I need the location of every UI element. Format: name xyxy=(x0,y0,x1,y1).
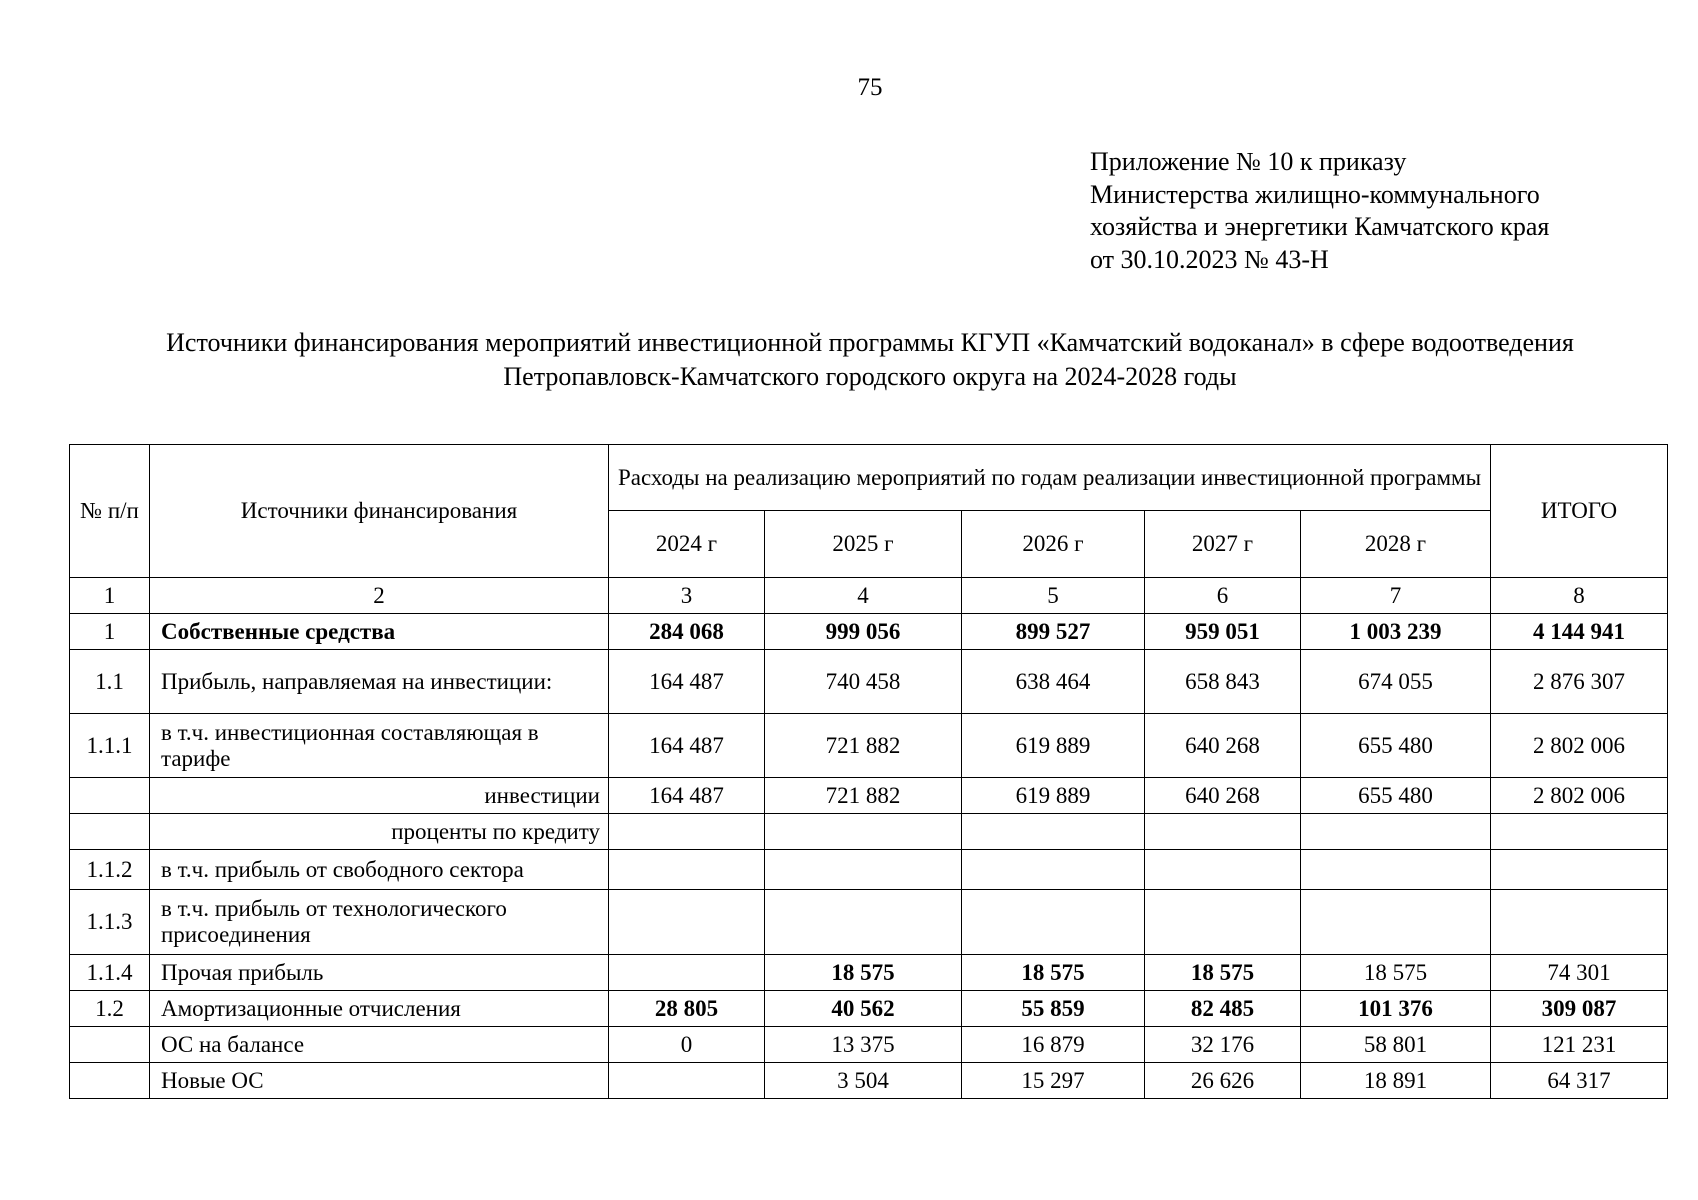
row-value xyxy=(1145,814,1301,850)
row-value xyxy=(609,1063,765,1099)
row-value: 721 882 xyxy=(765,778,962,814)
appendix-reference xyxy=(1090,146,1549,276)
column-number: 8 xyxy=(1491,578,1668,614)
row-value xyxy=(765,814,962,850)
row-value: 674 055 xyxy=(1301,650,1491,714)
table-row xyxy=(70,714,1668,778)
row-num: 1.2 xyxy=(70,991,150,1027)
row-value xyxy=(765,850,962,890)
row-name: в т.ч. инвестиционная составляющая в тарифе xyxy=(150,714,609,778)
row-value xyxy=(1491,890,1668,955)
header-year: 2026 г xyxy=(962,511,1145,578)
table-row xyxy=(70,890,1668,955)
row-value: 82 485 xyxy=(1145,991,1301,1027)
row-value: 2 802 006 xyxy=(1491,778,1668,814)
row-value xyxy=(962,890,1145,955)
row-value: 2 802 006 xyxy=(1491,714,1668,778)
row-value: 13 375 xyxy=(765,1027,962,1063)
row-value: 655 480 xyxy=(1301,778,1491,814)
row-name: Прибыль, направляемая на инвестиции: xyxy=(150,650,609,714)
row-value: 638 464 xyxy=(962,650,1145,714)
table-row xyxy=(70,1063,1668,1099)
row-value: 74 301 xyxy=(1491,955,1668,991)
row-value: 4 144 941 xyxy=(1491,614,1668,650)
row-value: 58 801 xyxy=(1301,1027,1491,1063)
column-number-row xyxy=(70,578,1668,614)
header-year: 2027 г xyxy=(1145,511,1301,578)
row-value: 640 268 xyxy=(1145,714,1301,778)
header-source: Источники финансирования xyxy=(150,445,609,578)
row-value: 740 458 xyxy=(765,650,962,714)
row-value: 309 087 xyxy=(1491,991,1668,1027)
row-value: 32 176 xyxy=(1145,1027,1301,1063)
row-value xyxy=(1301,890,1491,955)
row-num: 1.1.4 xyxy=(70,955,150,991)
row-value: 164 487 xyxy=(609,714,765,778)
row-value: 18 575 xyxy=(765,955,962,991)
row-value xyxy=(1491,814,1668,850)
row-value: 15 297 xyxy=(962,1063,1145,1099)
table-row xyxy=(70,991,1668,1027)
header-expenses: Расходы на реализацию мероприятий по годам реализации инвестиционной программы xyxy=(609,445,1491,511)
financing-table xyxy=(69,444,1668,1099)
row-value: 619 889 xyxy=(962,714,1145,778)
row-value xyxy=(1491,850,1668,890)
row-num xyxy=(70,814,150,850)
document-title-line: Источники финансирования мероприятий инвестиционной программы КГУП «Камчатский водоканал» в сфере водоотведения xyxy=(166,328,1574,357)
row-value: 164 487 xyxy=(609,778,765,814)
column-number: 5 xyxy=(962,578,1145,614)
header-year: 2025 г xyxy=(765,511,962,578)
row-value: 101 376 xyxy=(1301,991,1491,1027)
row-value: 3 504 xyxy=(765,1063,962,1099)
row-value: 640 268 xyxy=(1145,778,1301,814)
table-row xyxy=(70,955,1668,991)
row-name: в т.ч. прибыль от свободного сектора xyxy=(150,850,609,890)
table-row xyxy=(70,1027,1668,1063)
row-value: 16 879 xyxy=(962,1027,1145,1063)
row-value: 2 876 307 xyxy=(1491,650,1668,714)
row-value xyxy=(765,890,962,955)
row-value xyxy=(962,850,1145,890)
row-name: инвестиции xyxy=(150,778,609,814)
row-value: 40 562 xyxy=(765,991,962,1027)
column-number: 4 xyxy=(765,578,962,614)
row-value: 18 575 xyxy=(1145,955,1301,991)
header-year: 2024 г xyxy=(609,511,765,578)
row-value: 28 805 xyxy=(609,991,765,1027)
column-number: 7 xyxy=(1301,578,1491,614)
row-value xyxy=(1301,850,1491,890)
column-number: 2 xyxy=(150,578,609,614)
row-value: 121 231 xyxy=(1491,1027,1668,1063)
column-number: 6 xyxy=(1145,578,1301,614)
row-value: 18 575 xyxy=(1301,955,1491,991)
row-name: Новые ОС xyxy=(150,1063,609,1099)
row-name: ОС на балансе xyxy=(150,1027,609,1063)
header-total: ИТОГО xyxy=(1491,445,1668,578)
row-value xyxy=(609,850,765,890)
row-value: 164 487 xyxy=(609,650,765,714)
row-value: 26 626 xyxy=(1145,1063,1301,1099)
row-value xyxy=(1145,850,1301,890)
row-value xyxy=(609,814,765,850)
row-num: 1 xyxy=(70,614,150,650)
row-value: 721 882 xyxy=(765,714,962,778)
document-title-line: Петропавловск-Камчатского городского округа на 2024-2028 годы xyxy=(503,362,1237,391)
row-value: 1 003 239 xyxy=(1301,614,1491,650)
appendix-line: Министерства жилищно-коммунального xyxy=(1090,179,1540,209)
row-num xyxy=(70,1027,150,1063)
row-name: Собственные средства xyxy=(150,614,609,650)
row-value: 655 480 xyxy=(1301,714,1491,778)
row-value: 55 859 xyxy=(962,991,1145,1027)
row-name: проценты по кредиту xyxy=(150,814,609,850)
row-name: Амортизационные отчисления xyxy=(150,991,609,1027)
row-num xyxy=(70,778,150,814)
page-number: 75 xyxy=(857,74,883,101)
row-value: 658 843 xyxy=(1145,650,1301,714)
row-value xyxy=(962,814,1145,850)
row-value: 18 891 xyxy=(1301,1063,1491,1099)
row-value: 619 889 xyxy=(962,778,1145,814)
row-value xyxy=(609,890,765,955)
row-value: 999 056 xyxy=(765,614,962,650)
row-num: 1.1.1 xyxy=(70,714,150,778)
header-num: № п/п xyxy=(70,445,150,578)
column-number: 1 xyxy=(70,578,150,614)
row-value xyxy=(1301,814,1491,850)
row-value xyxy=(609,955,765,991)
header-year: 2028 г xyxy=(1301,511,1491,578)
row-name: в т.ч. прибыль от технологического присоединения xyxy=(150,890,609,955)
appendix-line: от 30.10.2023 № 43-Н xyxy=(1090,244,1329,274)
row-value: 64 317 xyxy=(1491,1063,1668,1099)
row-value: 899 527 xyxy=(962,614,1145,650)
row-num: 1.1.3 xyxy=(70,890,150,955)
row-num xyxy=(70,1063,150,1099)
row-num: 1.1.2 xyxy=(70,850,150,890)
row-num: 1.1 xyxy=(70,650,150,714)
document-title xyxy=(70,326,1670,394)
appendix-line: Приложение № 10 к приказу xyxy=(1090,147,1407,176)
column-number: 3 xyxy=(609,578,765,614)
row-value: 959 051 xyxy=(1145,614,1301,650)
row-name: Прочая прибыль xyxy=(150,955,609,991)
table-row xyxy=(70,850,1668,890)
row-value: 284 068 xyxy=(609,614,765,650)
row-value: 0 xyxy=(609,1027,765,1063)
row-value xyxy=(1145,890,1301,955)
table-row xyxy=(70,778,1668,814)
row-value: 18 575 xyxy=(962,955,1145,991)
table-row xyxy=(70,650,1668,714)
appendix-line: хозяйства и энергетики Камчатского края xyxy=(1090,212,1550,241)
table-row xyxy=(70,614,1668,650)
table-row xyxy=(70,814,1668,850)
